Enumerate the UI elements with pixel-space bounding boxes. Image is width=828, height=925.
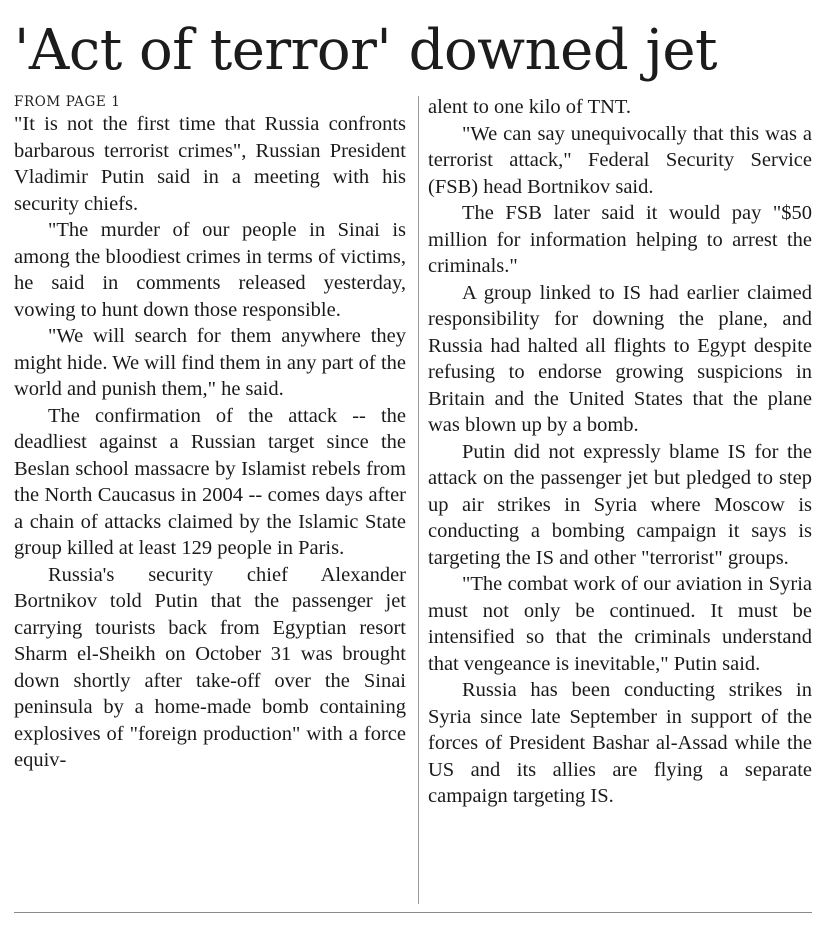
bottom-divider [14,912,812,913]
paragraph: "We will search for them anywhere they might hide. We will find them in any part of the world and punish them," he said. [14,325,406,400]
paragraph: The confirmation of the attack -- the deadliest against a Russian target since the Beslan school massacre by Islamist rebels from the North Caucasus in 2004 -- comes days after a chain of attacks claimed by the Islamic State group killed at least 129 people in Paris. [14,404,406,559]
paragraph: "The murder of our people in Sinai is among the bloodiest crimes in terms of victims, he said in comments released yesterday, vowing to hunt down those responsible. [14,219,406,321]
paragraph: The FSB later said it would pay "$50 million for information helping to arrest the criminals." [428,202,812,277]
left-column [14,94,406,904]
paragraph: "It is not the first time that Russia confronts barbarous terrorist crimes", Russian President Vladimir Putin said in a meeting with his security chiefs. [14,113,406,215]
paragraph: Russia's security chief Alexander Bortnikov told Putin that the passenger jet carrying tourists back from Egyptian resort Sharm el-Sheikh on October 31 was brought down shortly after take-off over the Sinai peninsula by a home-made bomb containing explosives of "foreign production" with a force equiv- [14,563,406,771]
paragraph: A group linked to IS had earlier claimed responsibility for downing the plane, and Russia had halted all flights to Egypt despite refusing to endorse growing suspicions in Britain and the United States that the plane was blown up by a bomb. [428,281,812,436]
paragraph: Russia has been conducting strikes in Syria since late September in support of the forces of President Bashar al-Assad while the US and its allies are flying a separate campaign targeting IS. [428,679,812,807]
column-divider [418,96,419,904]
paragraph: "The combat work of our aviation in Syria must not only be continued. It must be intensified so that the criminals understand that vengeance is inevitable," Putin said. [428,573,812,675]
paragraph: "We can say unequivocally that this was a terrorist attack," Federal Security Service (FSB) head Bortnikov said. [428,122,812,198]
paragraph: Putin did not expressly blame IS for the attack on the passenger jet but pledged to step up air strikes in Syria where Moscow is conducting a bombing campaign it says is targeting the IS and other "terrorist" groups. [428,440,812,569]
article-body [14,94,812,904]
article-headline: 'Act of terror' downed jet [14,18,717,83]
paragraph: alent to one kilo of TNT. [428,96,632,118]
right-column [428,94,812,904]
continued-from-label: FROM PAGE 1 [14,94,121,110]
